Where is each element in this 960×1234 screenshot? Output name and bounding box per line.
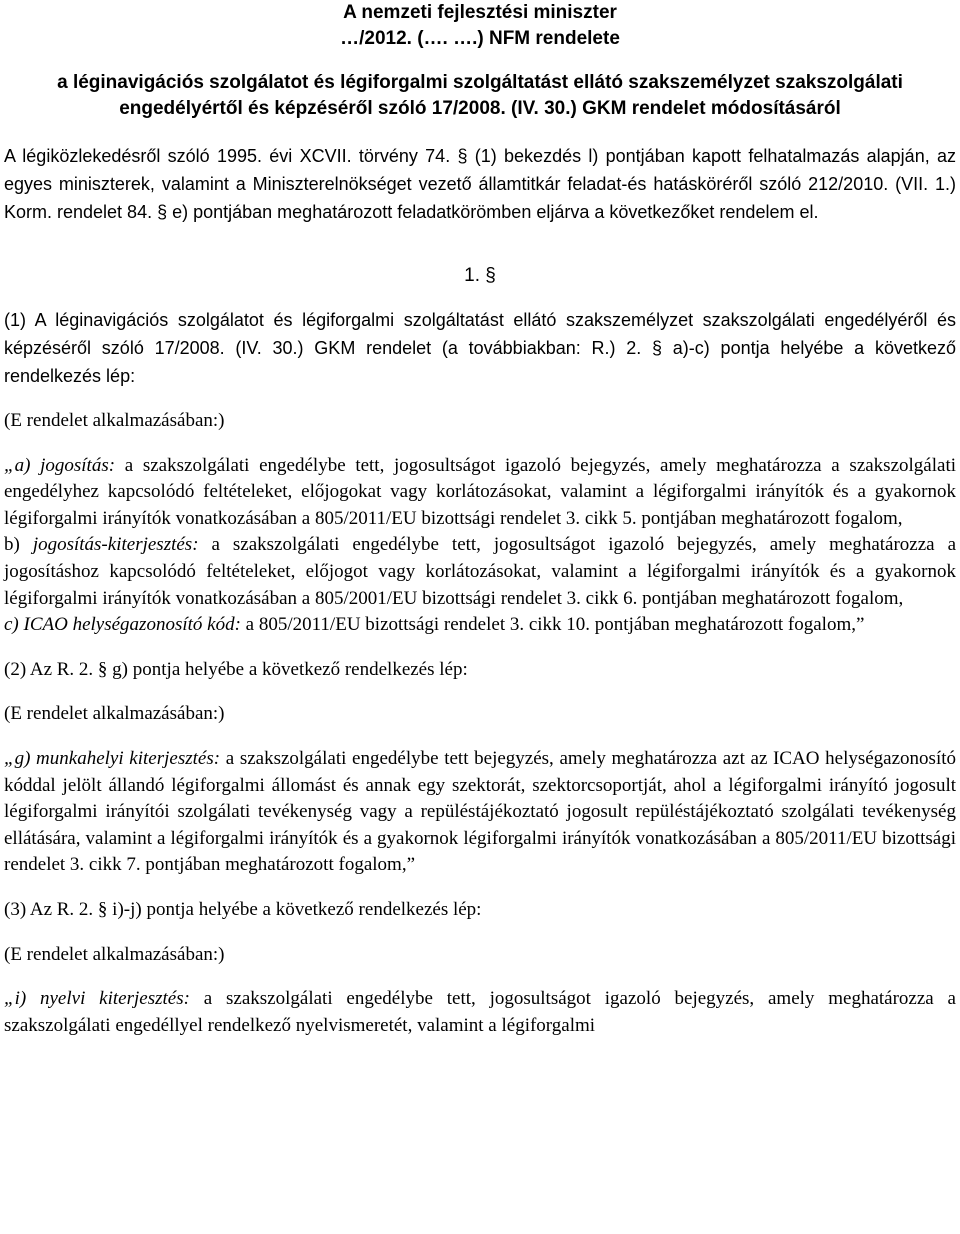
section-heading: 1. § [464,265,496,286]
document-title-line-2: …/2012. (…. ….) NFM rendelete [340,28,620,49]
definition-a [4,453,956,533]
paragraph-1: (1) A léginavigációs szolgálatot és légiforgalmi szolgáltatást ellátó szakszemélyzet szakszolgálati engedélyéről és képzéséről szóló 17/2008. (IV. 30.) GKM rendelet (a továbbiakban: R.) 2. § a)-c) pontja helyébe a következő rendelkezés lép: [4,310,956,386]
context-note-1: (E rendelet alkalmazásában:) [4,410,225,431]
definition-g-text: a szakszolgálati engedélybe tett bejegyzés, amely meghatározza azt az ICAO helységazonosító kóddal jelölt állandó légiforgalmi állomást és annak egy szektorát, szektorcsoportját, ahol a légiforgalmi irányító jogosult légiforgalmi irányítói szolgálati tevékenység vagy a repüléstájékoztató jogosult repüléstájékoztató szolgálati tevékenység ellátására, valamint a légiforgalmi irányítók és a gyakornok légiforgalmi irányítók vonatkozásában a 805/2011/EU bizottsági rendelet 3. cikk 7. pontjában meghatározott fogalom,” [4,747,957,876]
definition-b-term: jogosítás-kiterjesztés: [32,534,199,556]
definition-b-text: a szakszolgálati engedélybe tett, jogosultságot igazoló bejegyzés, amely meghatározza a jogosításhoz kapcsolódó feltételeket, előjogot vagy korlátozásokat, valamint a légiforgalmi irányítók és a gyakornok légiforgalmi irányítók vonatkozásában a 805/2001/EU bizottsági rendelet 3. cikk 6. pontjában meghatározott fogalom, [4,534,957,609]
definition-c-term: c) ICAO helységazonosító kód: [4,614,241,636]
document-page [4,0,956,1039]
definition-i-text: a szakszolgálati engedélybe tett, jogosultságot igazoló bejegyzés, amely meghatározza a szakszolgálati engedéllyel rendelkező nyelvismeretét, valamint a légiforgalmi [4,988,956,1036]
definition-b [4,532,956,612]
document-title-line-1: A nemzeti fejlesztési miniszter [343,2,617,23]
paragraph-3: (3) Az R. 2. § i)-j) pontja helyébe a következő rendelkezés lép: [4,898,482,920]
definition-c [4,612,956,639]
context-note-2: (E rendelet alkalmazásában:) [4,703,225,725]
definition-c-text: a 805/2011/EU bizottsági rendelet 3. cikk 10. pontjában meghatározott fogalom,” [240,614,865,636]
definition-i-term: „i) nyelvi kiterjesztés: [4,988,190,1010]
preamble: A légiközlekedésről szóló 1995. évi XCVII. törvény 74. § (1) bekezdés l) pontjában kapott felhatalmazás alapján, az egyes miniszterek, valamint a Miniszterelnökséget vezető államtitkár feladat-és hatásköréről szóló 212/2010. (VII. 1.) Korm. rendelet 84. § e) pontjában meghatározott feladatkörömben eljárva a következőket rendelem el. [4,146,956,222]
definition-a-text: a szakszolgálati engedélybe tett, jogosultságot igazoló bejegyzés, amely meghatározza a szakszolgálati engedélyhez kapcsolódó feltételeket, előjogokat vagy korlátozásokat, valamint a légiforgalmi irányítók és a gyakornok légiforgalmi irányítók vonatkozásában a 805/2011/EU bizottsági rendelet 3. cikk 5. pontjában meghatározott fogalom, [4,454,956,529]
definition-i [4,986,956,1039]
definition-a-term: „a) jogosítás: [4,454,116,476]
definition-g-term: „g) munkahelyi kiterjesztés: [4,747,221,769]
definition-b-prefix: b) [4,534,33,556]
document-subtitle: a léginavigációs szolgálatot és légiforgalmi szolgáltatást ellátó szakszemélyzet szakszolgálati engedélyértől és képzéséről szóló 17/2008. (IV. 30.) GKM rendelet módosításáról [57,72,903,119]
context-note-3: (E rendelet alkalmazásában:) [4,943,225,965]
definition-g [4,746,956,879]
paragraph-2: (2) Az R. 2. § g) pontja helyébe a következő rendelkezés lép: [4,658,468,680]
